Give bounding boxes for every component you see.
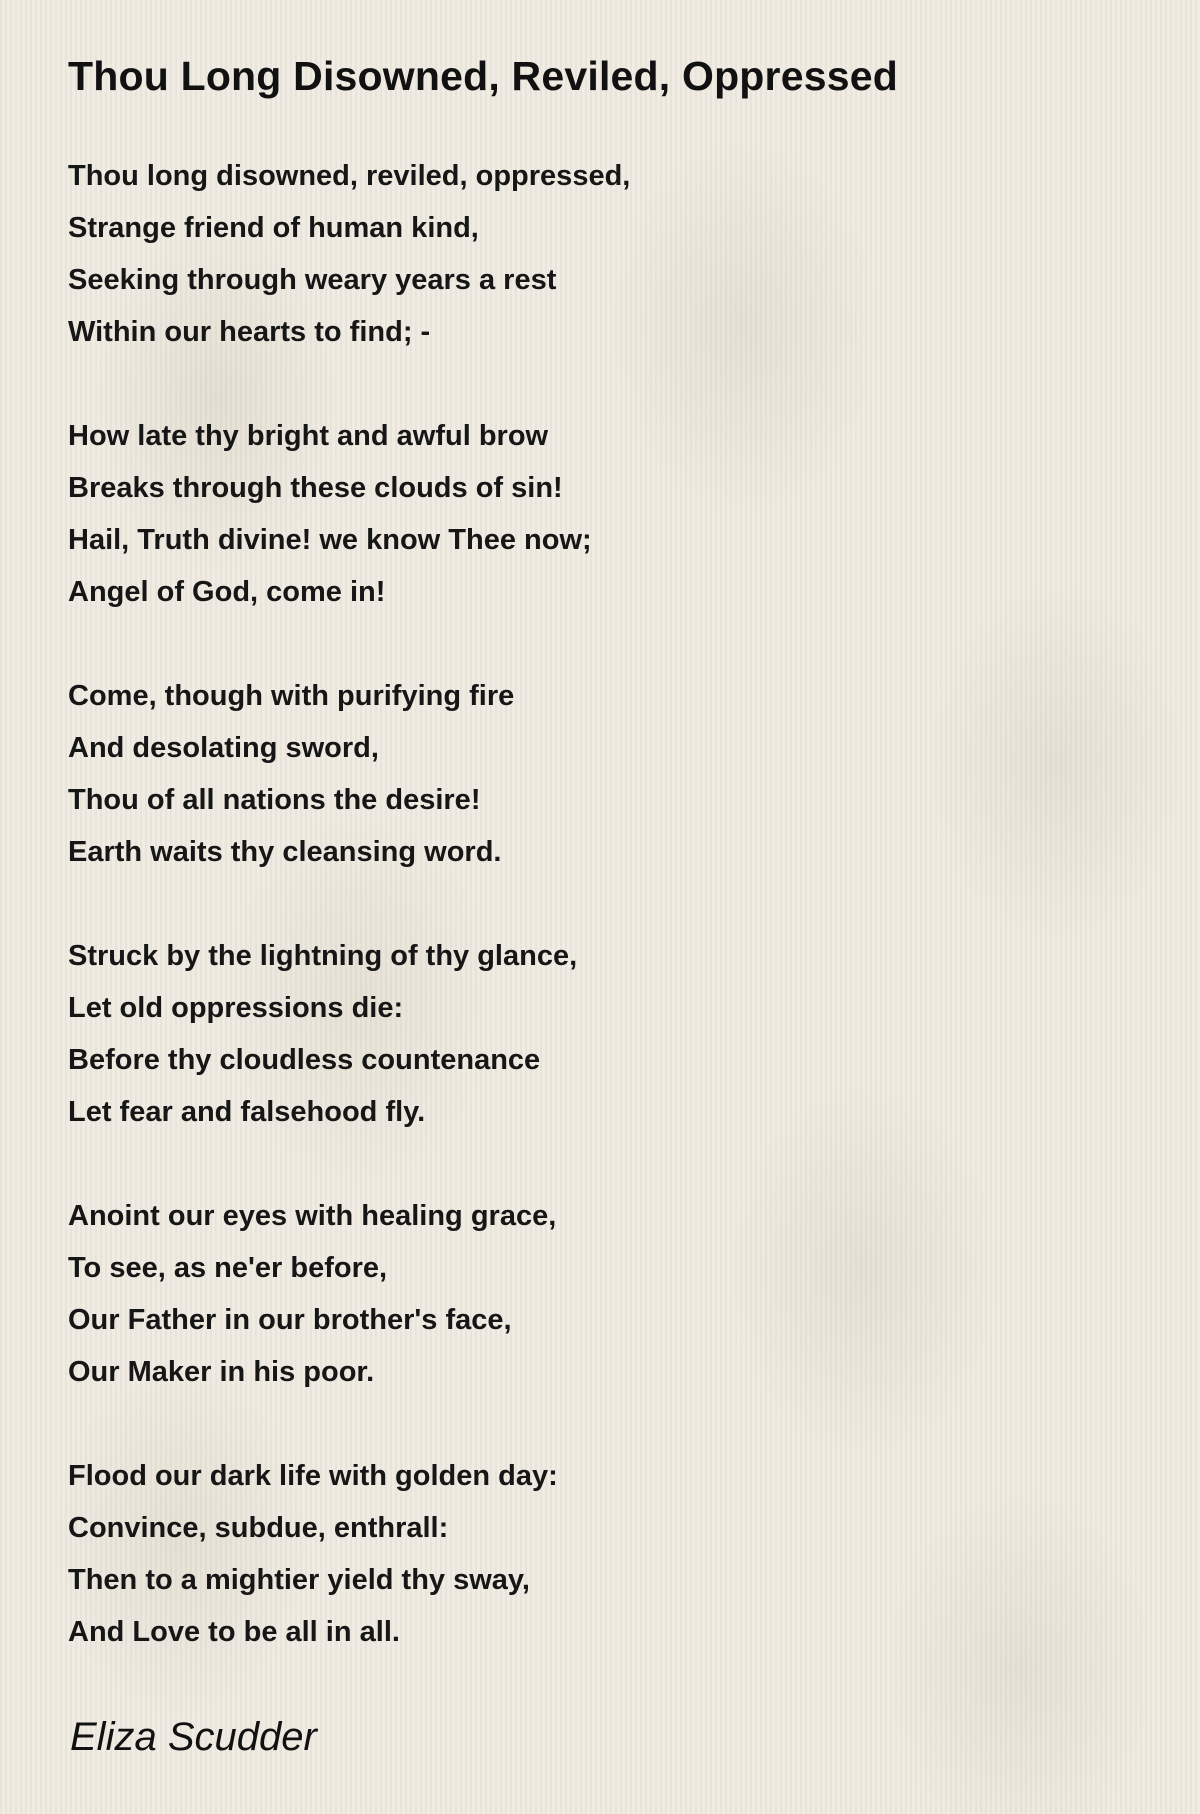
stanza-1 — [68, 150, 1200, 358]
poem-line: Let fear and falsehood fly. — [68, 1096, 426, 1128]
poem-line: Flood our dark life with golden day: — [68, 1460, 558, 1492]
poem-line: Angel of God, come in! — [68, 576, 386, 608]
stanza-6 — [68, 1450, 1200, 1658]
stanza-2 — [68, 410, 1200, 618]
poem-line: Seeking through weary years a rest — [68, 264, 557, 296]
poem-line: Our Maker in his poor. — [68, 1356, 375, 1388]
poem-line: Earth waits thy cleansing word. — [68, 836, 502, 868]
poem-line: Let old oppressions die: — [68, 992, 404, 1024]
poem-line: Anoint our eyes with healing grace, — [68, 1200, 557, 1232]
poem-line: Hail, Truth divine! we know Thee now; — [68, 524, 592, 556]
poem-line: How late thy bright and awful brow — [68, 420, 549, 452]
poem-line: Before thy cloudless countenance — [68, 1044, 541, 1076]
stanza-4 — [68, 930, 1200, 1138]
poem-line: To see, as ne'er before, — [68, 1252, 388, 1284]
stanza-3 — [68, 670, 1200, 878]
stanza-5 — [68, 1190, 1200, 1398]
poem-line: Come, though with purifying fire — [68, 680, 515, 712]
poem-author: Eliza Scudder — [70, 1715, 317, 1759]
poem-line: Struck by the lightning of thy glance, — [68, 940, 578, 972]
poem-line: Within our hearts to find; - — [68, 316, 431, 348]
poem-line: Strange friend of human kind, — [68, 212, 479, 244]
poem-line: Our Father in our brother's face, — [68, 1304, 512, 1336]
poem-line: Thou long disowned, reviled, oppressed, — [68, 160, 631, 192]
poem-title: Thou Long Disowned, Reviled, Oppressed — [68, 53, 898, 99]
poem-line: And desolating sword, — [68, 732, 379, 764]
poem-body — [68, 150, 1200, 1658]
poem-line: And Love to be all in all. — [68, 1616, 400, 1648]
poem-line: Convince, subdue, enthrall: — [68, 1512, 449, 1544]
poem-line: Breaks through these clouds of sin! — [68, 472, 563, 504]
poem-line: Then to a mightier yield thy sway, — [68, 1564, 530, 1596]
poem-line: Thou of all nations the desire! — [68, 784, 481, 816]
